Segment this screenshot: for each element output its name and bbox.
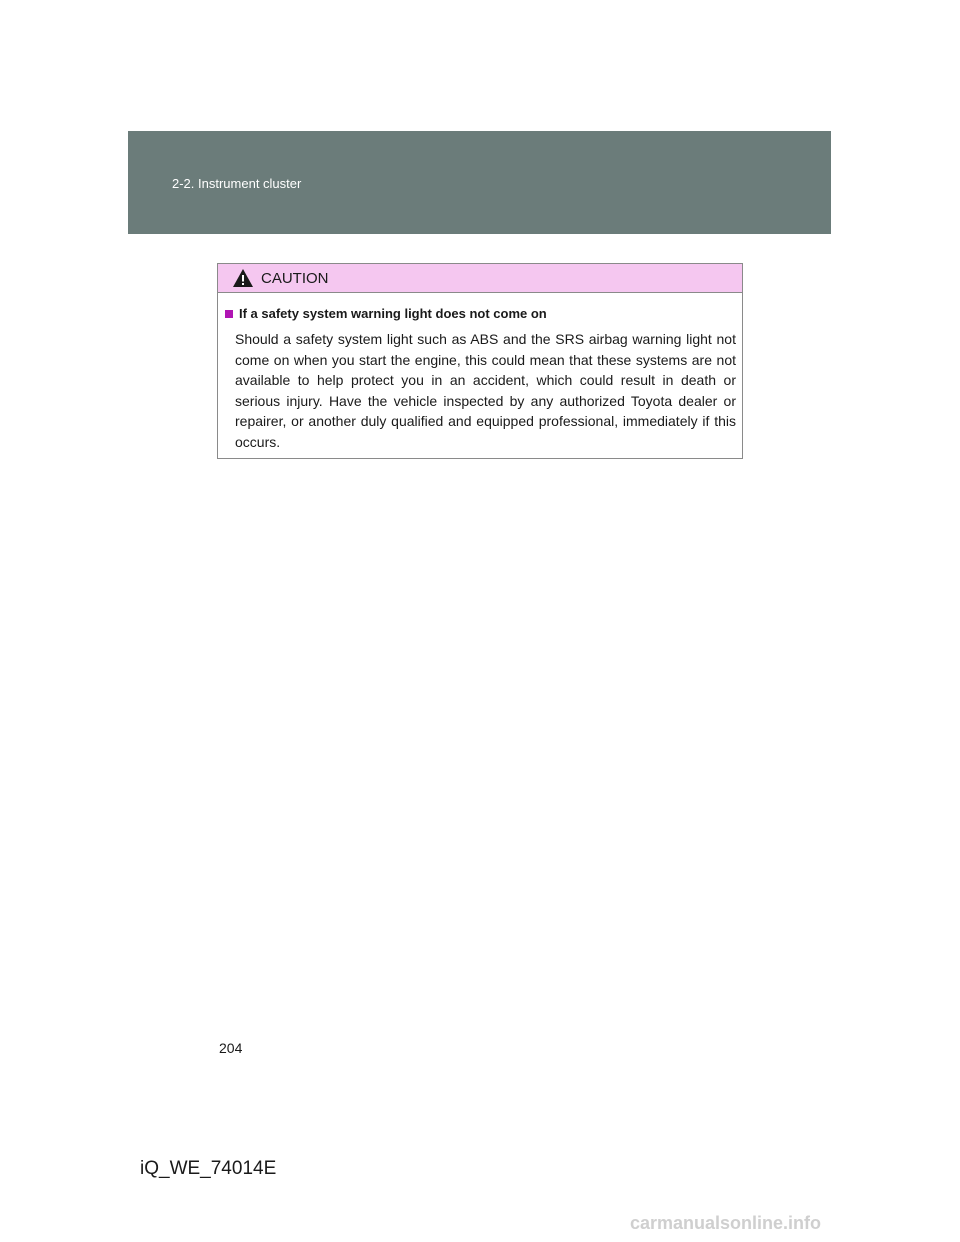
document-code: iQ_WE_74014E	[140, 1158, 277, 1179]
caution-heading-text: If a safety system warning light does not come on	[239, 306, 547, 321]
caution-label: CAUTION	[261, 270, 329, 287]
page-number: 204	[219, 1040, 243, 1056]
caution-heading	[225, 305, 736, 323]
caution-body	[218, 293, 742, 453]
watermark: carmanualsonline.info	[630, 1213, 822, 1233]
bullet-square-icon	[225, 310, 233, 318]
caution-box	[217, 263, 743, 459]
header-band	[128, 131, 831, 234]
caution-text: Should a safety system light such as ABS and the SRS airbag warning light not come on when you start the engine, this could mean that these systems are not available to help protect you in an accident, which could result in death or serious injury. Have the vehicle inspected by any authorized Toyota dealer or repairer, or another duly qualified and equipped professional, immediately if this occurs.	[235, 331, 736, 450]
warning-triangle-icon	[232, 268, 254, 288]
section-title: 2-2. Instrument cluster	[172, 176, 302, 191]
caution-header	[218, 264, 742, 293]
